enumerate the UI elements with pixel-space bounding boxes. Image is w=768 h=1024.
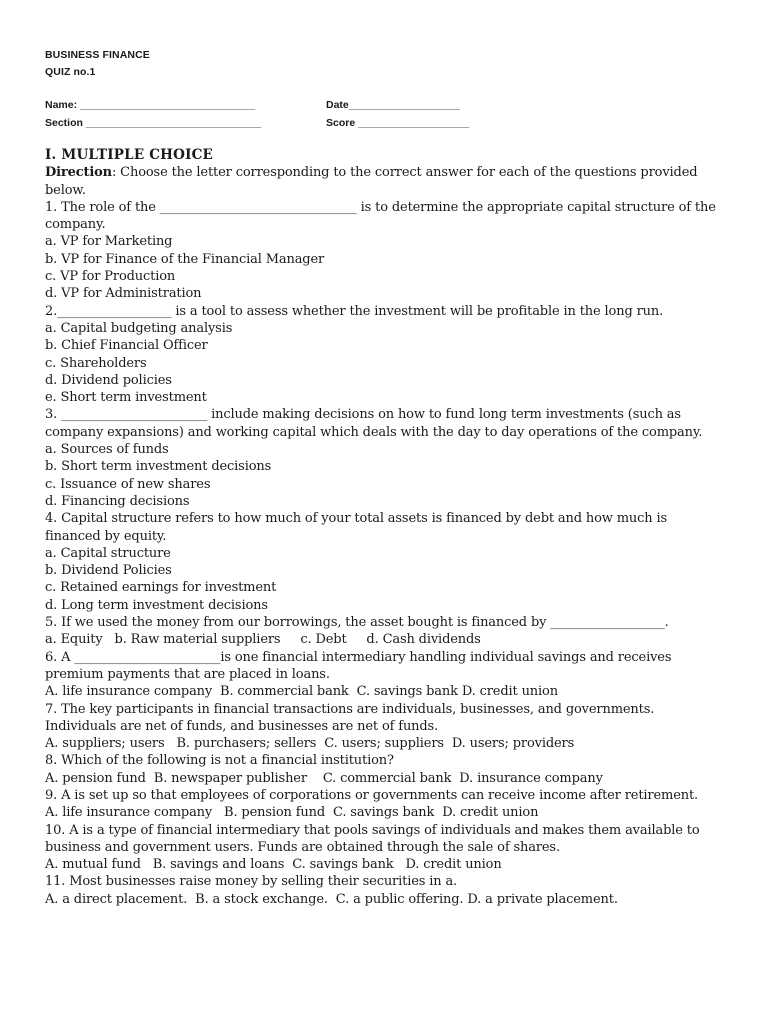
quiz-line: 2.__________________ is a tool to assess whether the investment will be profitable in the long run. [45, 303, 664, 319]
quiz-line: a. Capital structure [45, 545, 171, 561]
quiz-line: a. Sources of funds [45, 442, 169, 458]
quiz-line: A. a direct placement. B. a stock exchange. C. a public offering. D. a private placement. [45, 891, 618, 907]
quiz-line: d. Long term investment decisions [45, 597, 268, 613]
direction [45, 164, 725, 199]
direction-text: : Choose the letter corresponding to the correct answer for each of the questions provided below. [45, 165, 702, 198]
quiz-line: b. Short term investment decisions [45, 459, 272, 475]
quiz-title: QUIZ no.1 [45, 66, 96, 78]
quiz-line: A. life insurance company B. commercial bank C. savings bank D. credit union [45, 684, 558, 700]
section-title: I. MULTIPLE CHOICE [45, 147, 214, 163]
question-list [45, 199, 725, 908]
quiz-line: c. Shareholders [45, 355, 147, 371]
quiz-line: e. Short term investment [45, 390, 207, 406]
quiz-line: c. Issuance of new shares [45, 476, 211, 492]
quiz-line: d. Dividend policies [45, 372, 172, 388]
quiz-line: 4. Capital structure refers to how much of your total assets is financed by debt and how much is financed by equity. [45, 511, 672, 544]
quiz-line: b. Dividend Policies [45, 563, 172, 579]
quiz-line: c. VP for Production [45, 269, 176, 285]
quiz-line: 11. Most businesses raise money by selling their securities in a. [45, 874, 458, 890]
quiz-line: b. VP for Finance of the Financial Manager [45, 251, 325, 267]
name-field: Name: ______________________________ [45, 99, 256, 111]
quiz-line: d. Financing decisions [45, 493, 190, 509]
quiz-line: 9. A is set up so that employees of corporations or governments can receive income after retirement. [45, 787, 699, 803]
quiz-line: d. VP for Administration [45, 286, 202, 302]
direction-label: Direction [45, 165, 112, 181]
quiz-line: 7. The key participants in financial transactions are individuals, businesses, and governments. Individuals are net of funds, and businesses are net of funds. [45, 701, 659, 734]
quiz-line: b. Chief Financial Officer [45, 338, 208, 354]
date-field: Date___________________ [326, 99, 460, 111]
quiz-line: 3. _______________________ include making decisions on how to fund long term investments (such as company expansions) and working capital which deals with the day to day operations of the company. [45, 407, 703, 440]
quiz-line: 10. A is a type of financial intermediary that pools savings of individuals and makes them available to business and government users. Funds are obtained through the sale of shares. [45, 822, 704, 855]
quiz-line: A. pension fund B. newspaper publisher C. commercial bank D. insurance company [45, 770, 603, 786]
score-field: Score ___________________ [326, 117, 470, 129]
quiz-line: 8. Which of the following is not a financial institution? [45, 753, 394, 769]
quiz-line: A. life insurance company B. pension fund C. savings bank D. credit union [45, 805, 539, 821]
quiz-line: a. VP for Marketing [45, 234, 173, 250]
quiz-line: 6. A _______________________is one financial intermediary handling individual savings and receives premium payments that are placed in loans. [45, 649, 676, 682]
quiz-line: A. mutual fund B. savings and loans C. savings bank D. credit union [45, 857, 502, 873]
course-title: BUSINESS FINANCE [45, 49, 150, 61]
section-field: Section ______________________________ [45, 117, 262, 129]
quiz-line: c. Retained earnings for investment [45, 580, 277, 596]
quiz-content [45, 147, 725, 908]
quiz-line: A. suppliers; users B. purchasers; sellers C. users; suppliers D. users; providers [45, 736, 575, 752]
quiz-line: a. Capital budgeting analysis [45, 320, 233, 336]
quiz-line: a. Equity b. Raw material suppliers c. Debt d. Cash dividends [45, 632, 481, 648]
quiz-line: 1. The role of the _______________________________ is to determine the appropriate capital structure of the company. [45, 199, 720, 233]
quiz-line: 5. If we used the money from our borrowings, the asset bought is financed by __________________. [45, 615, 669, 631]
